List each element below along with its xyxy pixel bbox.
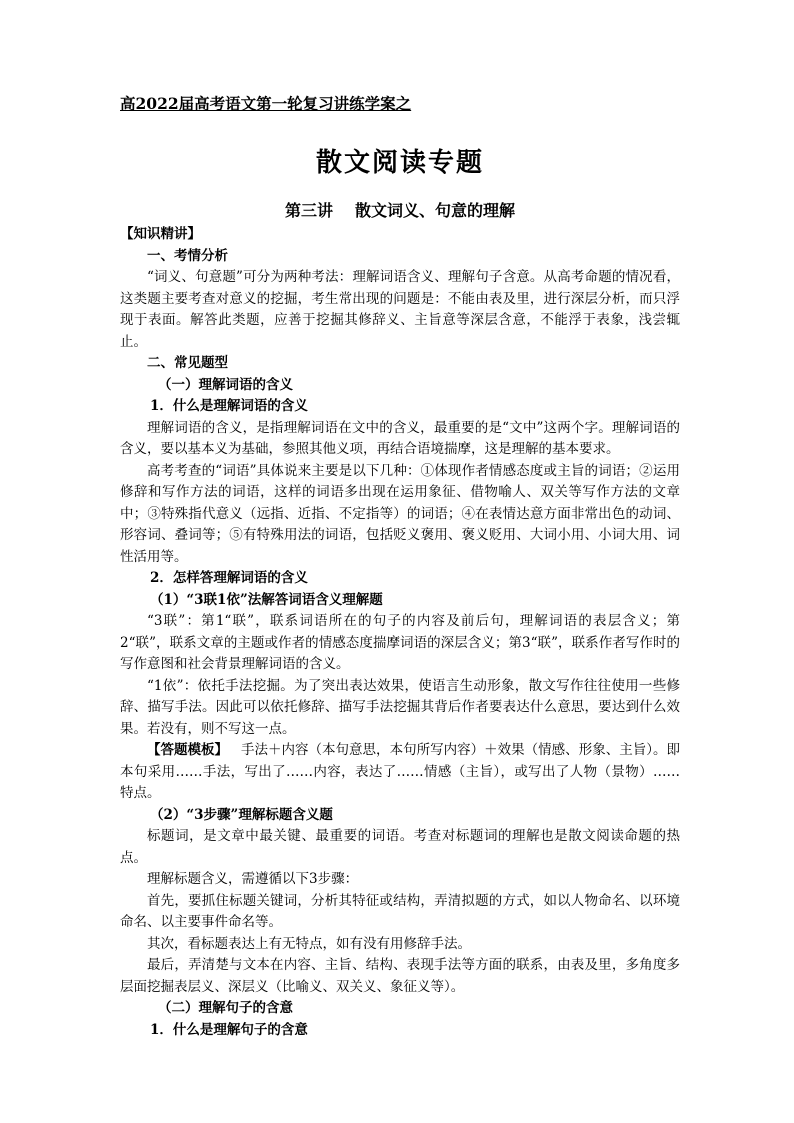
question-heading: 2．怎样答理解词语的含义	[150, 570, 308, 586]
answer-template	[120, 740, 680, 805]
paragraph: “1依”：依托手法挖掘。为了突出表达效果，使语言生动形象，散文写作往往使用一些修辞、描写手法。因此可以依托修辞、描写手法挖掘其背后作者要表达什么意思，要达到什么效果。若没有，则不写这一点。	[120, 677, 680, 737]
series-header: 高2022届高考语文第一轮复习讲练学案之	[120, 94, 412, 113]
template-text: 手法＋内容（本句意思，本句所写内容）＋效果（情感、形象、主旨）。即本句采用……手法，写出了……内容，表达了……情感（主旨），或写出了人物（景物）……特点。	[120, 742, 681, 801]
paragraph: “词义、句意题”可分为两种考法：理解词语含义、理解句子含意。从高考命题的情况看，这类题主要考查对意义的挖掘，考生常出现的问题是：不能由表及里，进行深层分析，而只浮现于表面。解答此类题，应善于挖掘其修辞义、主旨意等深层含意，不能浮于表象，浅尝辄止。	[120, 269, 680, 350]
paragraph: “3联”：第1“联”，联系词语所在的句子的内容及前后句，理解词语的表层含义；第2“联”，联系文章的主题或作者的情感态度揣摩词语的深层含义；第3“联”，联系作者写作时的写作意图和社会背景理解词语的含义。	[120, 613, 680, 672]
paragraph: 其次，看标题表达上有无特点，如有没有用修辞手法。	[147, 935, 471, 952]
question-heading: 1．什么是理解句子的含意	[150, 1021, 308, 1038]
paragraph: 理解词语的含义，是指理解词语在文中的含义，最重要的是“文中”这两个字。理解词语的含义，要以基本义为基础，参照其他义项，再结合语境揣摩，这是理解的基本要求。	[120, 419, 680, 457]
subheading-sentence-meaning: （二）理解句子的含意	[158, 1000, 293, 1016]
paragraph: 最后，弄清楚与文本在内容、主旨、结构、表现手法等方面的联系，由表及里，多角度多层面挖掘表层义、深层义（比喻义、双关义、象征义等）。	[120, 957, 680, 995]
lecture-label: 第三讲	[284, 201, 333, 220]
lecture-name: 散文词义、句意的理解	[355, 201, 516, 220]
heading-exam-analysis: 一、考情分析	[147, 247, 228, 264]
paragraph: 理解标题含义，需遵循以下3步骤：	[147, 871, 359, 887]
method-heading: （2）“3步骤”理解标题含义题	[150, 806, 333, 823]
page-title: 散文阅读专题	[315, 148, 484, 178]
lecture-title	[120, 200, 680, 222]
paragraph: 首先，要抓住标题关键词，分析其特征或结构，弄清拟题的方式，如以人物命名、以环境命名、以主要事件命名等。	[120, 892, 680, 930]
paragraph: 标题词，是文章中最关键、最重要的词语。考查对标题词的理解也是散文阅读命题的热点。	[120, 828, 680, 866]
document-page	[120, 92, 680, 1041]
section-label: 【知识精讲】	[120, 226, 201, 242]
question-heading: 1．什么是理解词语的含义	[150, 398, 308, 414]
heading-question-types: 二、常见题型	[147, 355, 228, 371]
method-heading: （1）“3联1依”法解答词语含义理解题	[150, 591, 383, 608]
paragraph: 高考考查的“词语”具体说来主要是以下几种：①体现作者情感态度或主旨的词语；②运用修辞和写作方法的词语，这样的词语多出现在运用象征、借物喻人、双关等写作方法的文章中；③特殊指代意义（远指、近指、不定指等）的词语；④在表情达意方面非常出色的动词、形容词、叠词等；⑤有特殊用法的词语，包括贬义褒用、褒义贬用、大词小用、小词大用、词性活用等。	[120, 462, 680, 565]
template-label: 【答题模板】	[147, 742, 229, 758]
subheading-word-meaning: （一）理解词语的含义	[158, 376, 293, 393]
